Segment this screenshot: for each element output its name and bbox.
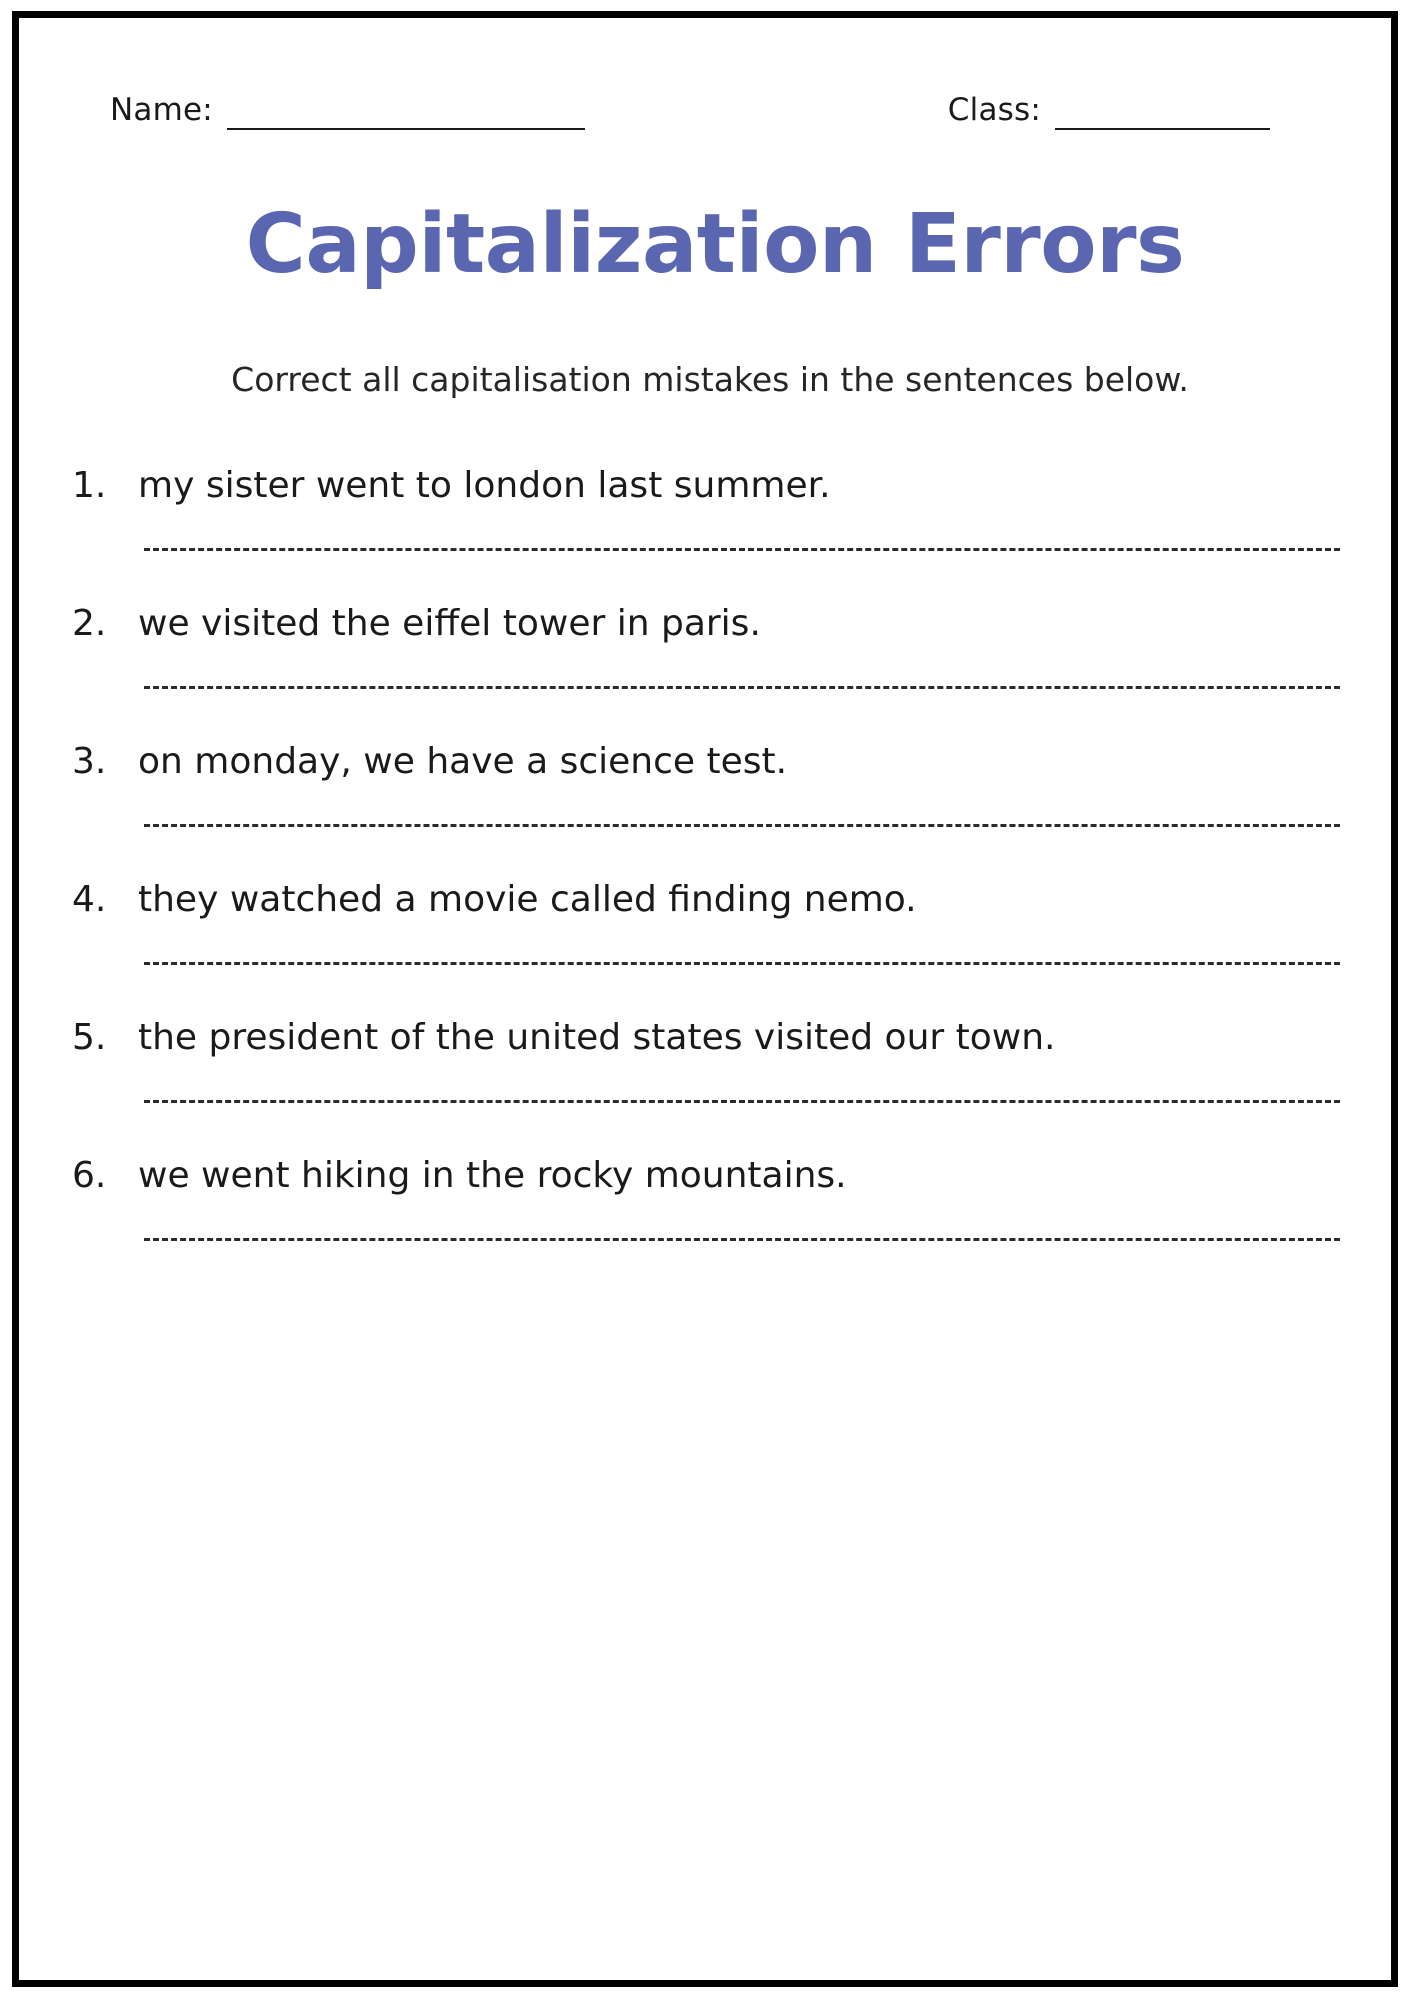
question-number: 4. — [72, 879, 107, 921]
answer-line[interactable] — [144, 548, 1340, 551]
name-field — [110, 92, 585, 130]
list-item — [66, 1017, 1350, 1103]
question-number: 1. — [72, 465, 107, 507]
instruction-text: Correct all capitalisation mistakes in the sentences below. — [231, 360, 1189, 400]
question-number: 5. — [72, 1017, 107, 1059]
list-item — [66, 879, 1350, 965]
question-number: 6. — [72, 1155, 107, 1197]
page-title: Capitalization Errors — [245, 197, 1185, 292]
question-text: we went hiking in the rocky mountains. — [138, 1155, 847, 1197]
list-item — [66, 465, 1350, 551]
question-list — [60, 465, 1350, 1241]
list-item — [66, 603, 1350, 689]
answer-line[interactable] — [144, 1238, 1340, 1241]
question-text: we visited the eiffel tower in paris. — [138, 603, 761, 645]
question-text: on monday, we have a science test. — [138, 741, 788, 783]
question-number: 2. — [72, 603, 107, 645]
class-label: Class: — [947, 92, 1041, 128]
question-number: 3. — [72, 741, 107, 783]
question-text: the president of the united states visited our town. — [138, 1017, 1056, 1059]
question-text: my sister went to london last summer. — [138, 465, 831, 507]
student-info-row — [60, 92, 1350, 130]
question-text: they watched a movie called finding nemo. — [138, 879, 917, 921]
answer-line[interactable] — [144, 962, 1340, 965]
list-item — [66, 741, 1350, 827]
answer-line[interactable] — [144, 824, 1340, 827]
worksheet-content — [60, 40, 1350, 1293]
list-item — [66, 1155, 1350, 1241]
class-field — [948, 92, 1270, 130]
name-label: Name: — [110, 92, 213, 128]
class-input-line[interactable] — [1055, 94, 1270, 130]
answer-line[interactable] — [144, 1100, 1340, 1103]
name-input-line[interactable] — [227, 94, 585, 130]
answer-line[interactable] — [144, 686, 1340, 689]
